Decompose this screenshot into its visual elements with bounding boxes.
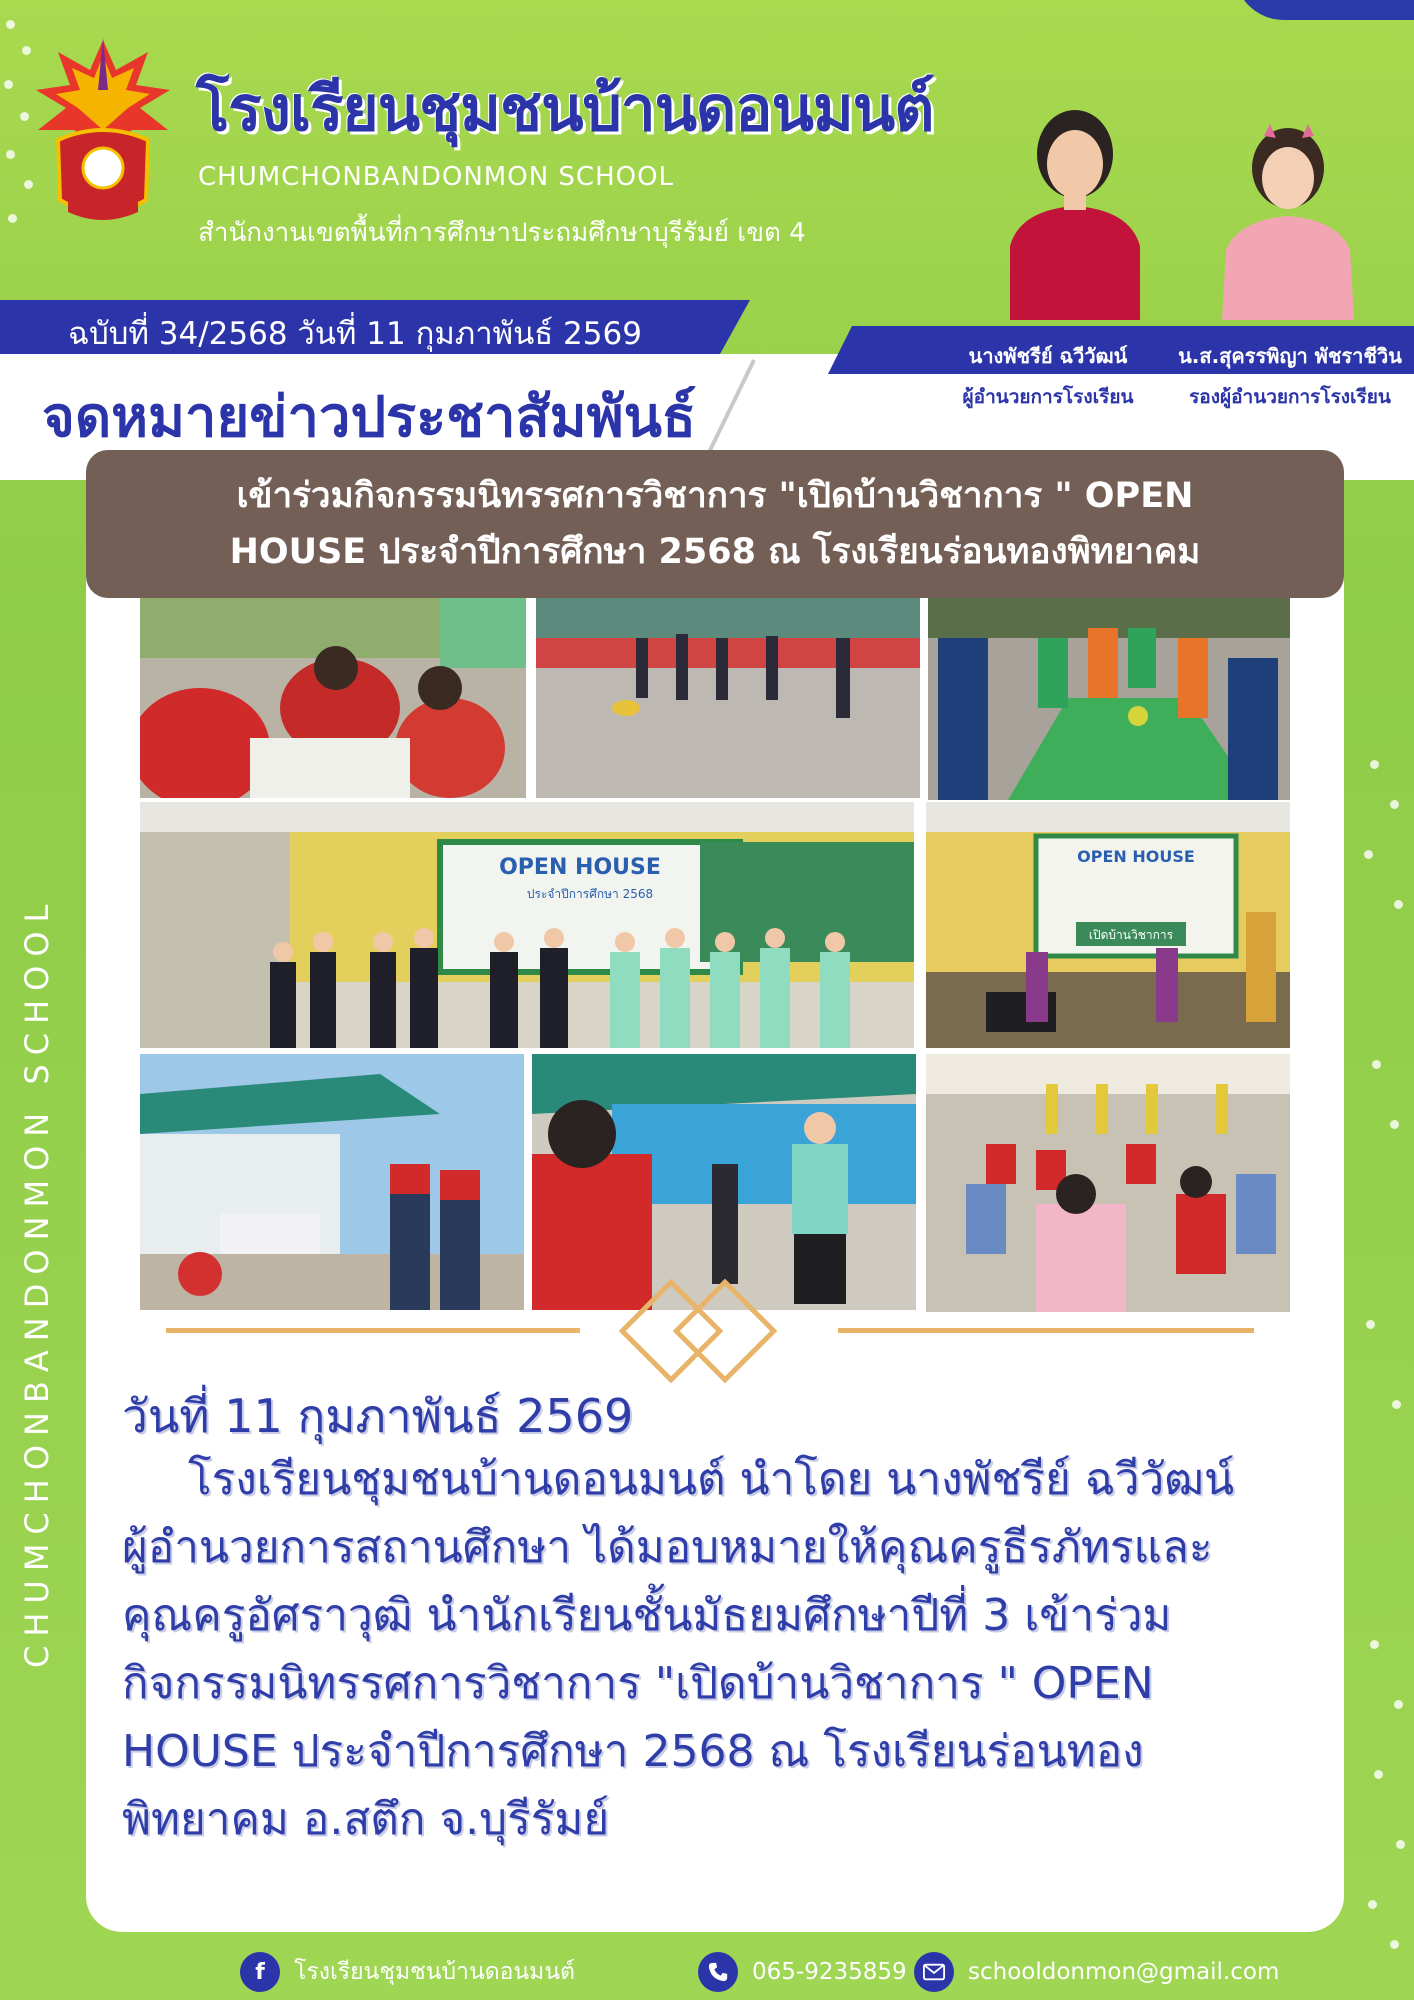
staff-director [918, 340, 1178, 412]
deputy-photo [1208, 124, 1368, 320]
photo-open-house-group [140, 802, 914, 1048]
school-logo [28, 30, 178, 230]
side-school-name: CHUMCHONBANDONMON SCHOOL [18, 895, 56, 1668]
staff-role: ผู้อำนวยการโรงเรียน [962, 386, 1134, 408]
article-line: คุณครูอัศราวุฒิ นำนักเรียนชั้นมัธยมศึกษาปีที่ 3 เข้าร่วม [122, 1590, 1172, 1641]
director-photo [990, 106, 1160, 320]
staff-role: รองผู้อำนวยการโรงเรียน [1189, 386, 1391, 408]
newsletter-title: จดหมายข่าวประชาสัมพันธ์ [42, 385, 697, 450]
article-line: HOUSE ประจำปีการศึกษา 2568 ณ โรงเรียนร่อนทอง [122, 1726, 1144, 1777]
phone-number: 065-9235859 [752, 1959, 907, 1985]
staff-deputy [1160, 340, 1414, 412]
photo-student-presentation [532, 1054, 916, 1310]
footer-email[interactable] [914, 1952, 1279, 1992]
staff-name: น.ส.สุครรพิญา พัชราชีวิน [1178, 344, 1402, 368]
article-date: วันที่ 11 กุมภาพันธ์ 2569 [122, 1389, 634, 1443]
banner-text: OPEN HOUSE [1077, 847, 1195, 866]
phone-icon [698, 1952, 738, 1992]
facebook-icon: f [240, 1952, 280, 1992]
school-name-thai: โรงเรียนชุมชนบ้านดอนมนต์ [196, 72, 934, 145]
staff-name: นางพัชรีย์ ฉวีวัฒน์ [968, 344, 1128, 368]
education-office: สำนักงานเขตพื้นที่การศึกษาประถมศึกษาบุรีรัมย์ เขต 4 [198, 218, 806, 248]
corner-accent [1234, 0, 1414, 20]
divider-line-right [838, 1328, 1254, 1333]
photo-students-activity [140, 598, 526, 798]
photo-outdoor-game [536, 598, 920, 798]
mail-icon [914, 1952, 954, 1992]
photo-stage-performance [926, 802, 1290, 1048]
school-name-english: CHUMCHONBANDONMON SCHOOL [198, 162, 675, 192]
banner-subtext: ประจำปีการศึกษา 2568 [526, 887, 654, 901]
email-address: schooldonmon@gmail.com [968, 1959, 1280, 1985]
footer-phone[interactable] [698, 1952, 907, 1992]
photo-football-game [928, 598, 1290, 800]
facebook-label: โรงเรียนชุมชนบ้านดอนมนต์ [294, 1959, 575, 1985]
banner-text: OPEN HOUSE [499, 855, 661, 880]
headline-line: เข้าร่วมกิจกรรมนิทรรศการวิชาการ "เปิดบ้านวิชาการ " OPEN [236, 476, 1194, 516]
article-line: ผู้อำนวยการสถานศึกษา ได้มอบหมายให้คุณครูธีรภัทรและ [122, 1522, 1213, 1573]
photo-exhibition-booth [140, 1054, 524, 1310]
footer-facebook[interactable] [240, 1952, 575, 1992]
article-line: พิทยาคม อ.สตึก จ.บุรีรัมย์ [122, 1794, 610, 1845]
headline-box [86, 450, 1344, 598]
divider-line-left [166, 1328, 580, 1333]
article-line: กิจกรรมนิทรรศการวิชาการ "เปิดบ้านวิชาการ " OPEN [122, 1658, 1154, 1709]
article-body [122, 1446, 1332, 1854]
headline-line: HOUSE ประจำปีการศึกษา 2568 ณ โรงเรียนร่อนทองพิทยาคม [229, 532, 1201, 572]
article-line: โรงเรียนชุมชนบ้านดอนมนต์ นำโดย นางพัชรีย์ ฉวีวัฒน์ [188, 1454, 1235, 1505]
photo-audience [926, 1054, 1290, 1312]
banner-sign: เปิดบ้านวิชาการ [1088, 928, 1174, 942]
issue-number: ฉบับที่ 34/2568 วันที่ 11 กุมภาพันธ์ 2569 [68, 316, 642, 352]
decorative-dots-right [1350, 760, 1414, 1960]
